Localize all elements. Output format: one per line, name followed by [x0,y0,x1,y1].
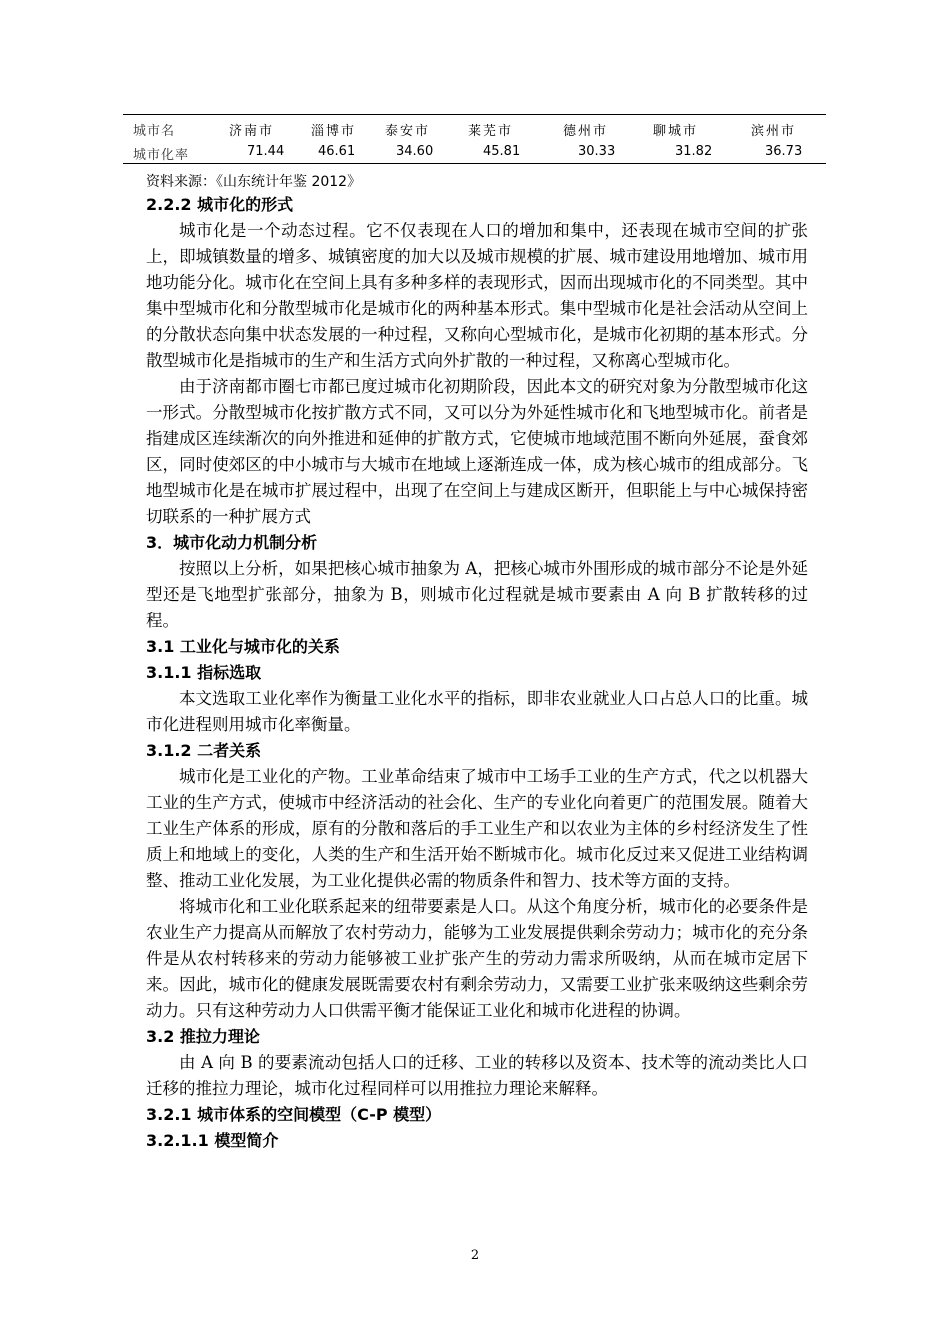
table-cell: 30.33 [578,144,616,159]
section-heading: 3.1.2 二者关系 [146,741,262,760]
table-cell: 45.81 [483,144,521,159]
paragraph: 城市化是工业化的产物。工业革命结束了城市中工场手工业的生产方式，代之以机器大工业的生产方式，使城市中经济活动的社会化、生产的专业化向着更广的范围发展。随着大工业生产体系的形成，原有的分散和落后的手工业生产和以农业为主体的乡村经济发生了性质上和地域上的变化，人类的生产和生活开始不断城市化。城市化反过来又促进工业结构调整、推动工业化发展，为工业化提供必需的物质条件和智力、技术等方面的支持。 [146,767,808,890]
urbanization-table [123,114,826,164]
paragraph: 由于济南都市圈七市都已度过城市化初期阶段，因此本文的研究对象为分散型城市化这一形式。分散型城市化按扩散方式不同，又可以分为外延性城市化和飞地型城市化。前者是指建成区连续渐次的向外推进和延伸的扩散方式，它使城市地域范围不断向外延展，蚕食郊区，同时使郊区的中小城市与大城市在地域上逐渐连成一体，成为核心城市的组成部分。飞地型城市化是在城市扩展过程中，出现了在空间上与建成区断开，但职能上与中心城保持密切联系的一种扩展方式 [146,377,808,526]
paragraph: 由 A 向 B 的要素流动包括人口的迁移、工业的转移以及资本、技术等的流动类比人口迁移的推拉力理论，城市化过程同样可以用推拉力理论来解释。 [146,1053,808,1098]
section-heading: 3．城市化动力机制分析 [146,533,318,552]
paragraph: 按照以上分析，如果把核心城市抽象为 A，把核心城市外围形成的城市部分不论是外延型还是飞地型扩张部分，抽象为 B，则城市化过程就是城市要素由 A 向 B 扩散转移的过程。 [146,559,808,630]
body-text [146,192,808,1154]
city-name: 滨州市 [751,124,797,139]
table-cell: 34.60 [396,144,434,159]
page-number: 2 [470,1248,480,1263]
city-name: 济南市 [229,124,275,139]
city-name: 莱芜市 [468,124,514,139]
city-name: 泰安市 [385,124,431,139]
table-data-row [123,139,826,163]
paragraph: 将城市化和工业化联系起来的纽带要素是人口。从这个角度分析，城市化的必要条件是农业生产力提高从而解放了农村劳动力，能够为工业发展提供剩余劳动力；城市化的充分条件是从农村转移来的劳动力能够被工业扩张产生的劳动力需求所吸纳，从而在城市定居下来。因此，城市化的健康发展既需要农村有剩余劳动力，又需要工业扩张来吸纳这些剩余劳动力。只有这种劳动力人口供需平衡才能保证工业化和城市化进程的协调。 [146,897,808,1020]
table-cell: 46.61 [318,144,356,159]
header-label: 城市名 [133,124,176,139]
section-heading: 3.1.1 指标选取 [146,663,262,682]
paragraph: 本文选取工业化率作为衡量工业化水平的指标，即非农业就业人口占总人口的比重。城市化进程则用城市化率衡量。 [146,689,808,734]
table-cell: 36.73 [765,144,803,159]
paragraph: 城市化是一个动态过程。它不仅表现在人口的增加和集中，还表现在城市空间的扩张上，即城镇数量的增多、城镇密度的加大以及城市规模的扩展、城市建设用地增加、城市用地功能分化。城市化在空间上具有多种多样的表现形式，因而出现城市化的不同类型。其中集中型城市化和分散型城市化是城市化的两种基本形式。集中型城市化是社会活动从空间上的分散状态向集中状态发展的一种过程，又称向心型城市化，是城市化初期的基本形式。分散型城市化是指城市的生产和生活方式向外扩散的一种过程，又称离心型城市化。 [146,221,808,370]
section-heading: 2.2.2 城市化的形式 [146,195,294,214]
table-cell: 31.82 [675,144,713,159]
city-name: 德州市 [563,124,609,139]
section-heading: 3.2 推拉力理论 [146,1027,260,1046]
table-source-note: 资料来源：《山东统计年鉴 2012》 [146,174,362,190]
table-bottom-rule [123,163,826,164]
section-heading: 3.1 工业化与城市化的关系 [146,637,340,656]
city-name: 聊城市 [653,124,699,139]
table-cell: 71.44 [247,144,285,159]
city-name: 淄博市 [311,124,357,139]
section-heading: 3.2.1 城市体系的空间模型（C-P 模型） [146,1105,442,1124]
table-header-row [123,115,826,139]
row-label: 城市化率 [133,148,190,163]
section-heading: 3.2.1.1 模型简介 [146,1131,279,1150]
